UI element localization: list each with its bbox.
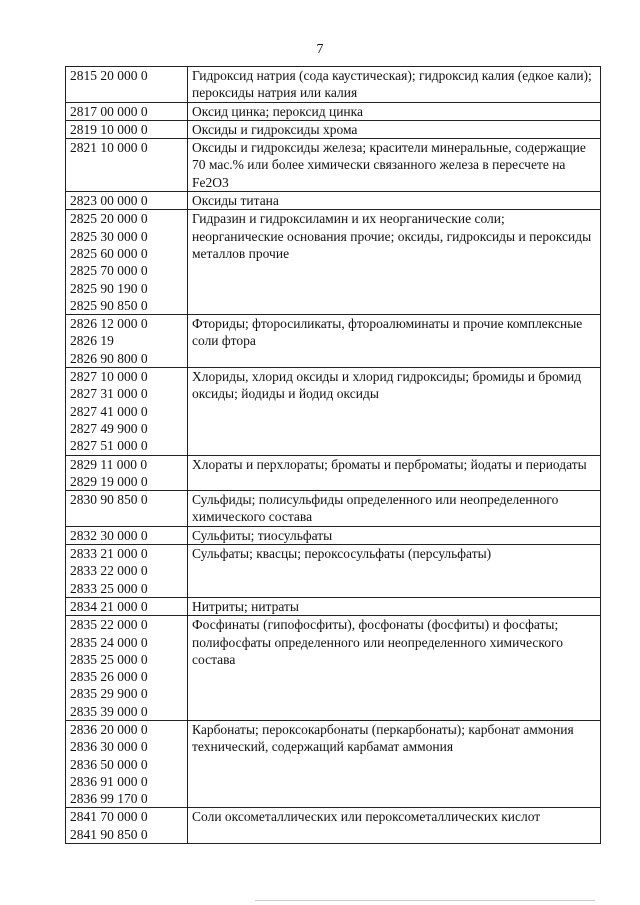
table-row: [66, 120, 601, 138]
description-cell: Хлораты и перхлораты; броматы и перброматы; йодаты и периодаты: [188, 455, 601, 491]
code-cell: [66, 139, 188, 192]
tnved-code: 2821 10 000 0: [70, 140, 148, 156]
table-row: [66, 67, 601, 103]
tnved-code: 2819 10 000 0: [70, 121, 148, 137]
description-cell: Гидразин и гидроксиламин и их неорганические соли; неорганические основания прочие; оксиды, гидроксиды и пероксиды металлов прочие: [188, 210, 601, 315]
tnved-code: 2832 30 000 0: [70, 527, 148, 543]
code-cell: [66, 315, 188, 368]
tnved-code: 2826 19: [70, 333, 114, 349]
tnved-code: 2815 20 000 0: [70, 68, 148, 83]
table-row: [66, 597, 601, 615]
tnved-code: 2833 21 000 0: [70, 546, 148, 562]
description-cell: Оксиды и гидроксиды железа; красители минеральные, содержащие 70 мас.% или более химически связанного железа в пересчете на Fe2O3: [188, 139, 601, 192]
tnved-code: 2817 00 000 0: [70, 103, 148, 119]
tnved-code: 2835 25 000 0: [70, 651, 148, 667]
tnved-code: 2827 49 900 0: [70, 420, 148, 436]
table-row: [66, 526, 601, 544]
description-cell: Оксид цинка; пероксид цинка: [188, 102, 601, 120]
code-cell: [66, 210, 188, 315]
tnved-code: 2823 00 000 0: [70, 193, 148, 209]
tnved-code: 2836 30 000 0: [70, 739, 148, 755]
code-cell: [66, 455, 188, 491]
tnved-code: 2827 51 000 0: [70, 438, 148, 454]
tnved-code: 2825 30 000 0: [70, 228, 148, 244]
tnved-code: 2836 20 000 0: [70, 721, 148, 737]
tnved-code: 2841 90 850 0: [70, 826, 148, 842]
tnved-code: 2825 90 850 0: [70, 297, 148, 313]
code-cell: [66, 192, 188, 210]
tnved-code: 2835 29 900 0: [70, 686, 148, 702]
tnved-code: 2841 70 000 0: [70, 809, 148, 825]
table-row: [66, 192, 601, 210]
tnved-code: 2835 22 000 0: [70, 617, 148, 633]
tnved-code: 2836 50 000 0: [70, 756, 148, 772]
tnved-code: 2825 90 190 0: [70, 280, 148, 296]
description-cell: Сульфиды; полисульфиды определенного или неопределенного химического состава: [188, 491, 601, 527]
tnved-code: 2826 90 800 0: [70, 350, 148, 366]
code-cell: [66, 808, 188, 844]
description-cell: Оксиды титана: [188, 192, 601, 210]
code-cell: [66, 491, 188, 527]
code-cell: [66, 526, 188, 544]
tnved-code: 2836 91 000 0: [70, 773, 148, 789]
tnved-code: 2836 99 170 0: [70, 791, 148, 807]
code-cell: [66, 545, 188, 598]
description-cell: Гидроксид натрия (сода каустическая); гидроксид калия (едкое кали); пероксиды натрия или калия: [188, 67, 601, 103]
tnved-code: 2830 90 850 0: [70, 492, 148, 508]
table-row: [66, 139, 601, 192]
description-cell: Фториды; фторосиликаты, фтороалюминаты и прочие комплексные соли фтора: [188, 315, 601, 368]
tnved-code: 2835 39 000 0: [70, 703, 148, 719]
tnved-code: 2825 70 000 0: [70, 263, 148, 279]
code-cell: [66, 597, 188, 615]
code-cell: [66, 102, 188, 120]
tnved-code: 2835 24 000 0: [70, 634, 148, 650]
table-row: [66, 102, 601, 120]
tnved-code: 2827 41 000 0: [70, 403, 148, 419]
tnved-code: 2827 10 000 0: [70, 369, 148, 385]
code-cell: [66, 368, 188, 455]
description-cell: Сульфаты; квасцы; пероксосульфаты (персульфаты): [188, 545, 601, 598]
tnved-code: 2829 19 000 0: [70, 473, 148, 489]
code-cell: [66, 120, 188, 138]
page-number: 7: [316, 42, 324, 57]
description-cell: Фосфинаты (гипофосфиты), фосфонаты (фосфиты) и фосфаты; полифосфаты определенного или неопределенного химического состава: [188, 616, 601, 721]
tnved-codes-table: [65, 66, 601, 844]
description-cell: Оксиды и гидроксиды хрома: [188, 120, 601, 138]
description-cell: Сульфиты; тиосульфаты: [188, 526, 601, 544]
description-cell: Соли оксометаллических или пероксометаллических кислот: [188, 808, 601, 844]
description-cell: Карбонаты; пероксокарбонаты (перкарбонаты); карбонат аммония технический, содержащий карбамат аммония: [188, 720, 601, 807]
tnved-code: 2833 22 000 0: [70, 563, 148, 579]
description-cell: Нитриты; нитраты: [188, 597, 601, 615]
tnved-code: 2825 60 000 0: [70, 245, 148, 261]
tnved-code: 2825 20 000 0: [70, 211, 148, 227]
table-row: [66, 368, 601, 455]
table-row: [66, 455, 601, 491]
table-row: [66, 491, 601, 527]
tnved-code: 2835 26 000 0: [70, 669, 148, 685]
scan-edge-line: [255, 900, 595, 901]
code-cell: [66, 67, 188, 103]
table-body: [66, 67, 601, 844]
table-row: [66, 315, 601, 368]
table-row: [66, 616, 601, 721]
code-cell: [66, 616, 188, 721]
code-cell: [66, 720, 188, 807]
description-cell: Хлориды, хлорид оксиды и хлорид гидроксиды; бромиды и бромид оксиды; йодиды и йодид оксиды: [188, 368, 601, 455]
table-row: [66, 808, 601, 844]
table-row: [66, 720, 601, 807]
tnved-code: 2834 21 000 0: [70, 598, 148, 614]
tnved-code: 2829 11 000 0: [70, 456, 148, 472]
table-row: [66, 210, 601, 315]
table-row: [66, 545, 601, 598]
tnved-code: 2827 31 000 0: [70, 386, 148, 402]
tnved-code: 2826 12 000 0: [70, 316, 148, 332]
tnved-code: 2833 25 000 0: [70, 580, 148, 596]
